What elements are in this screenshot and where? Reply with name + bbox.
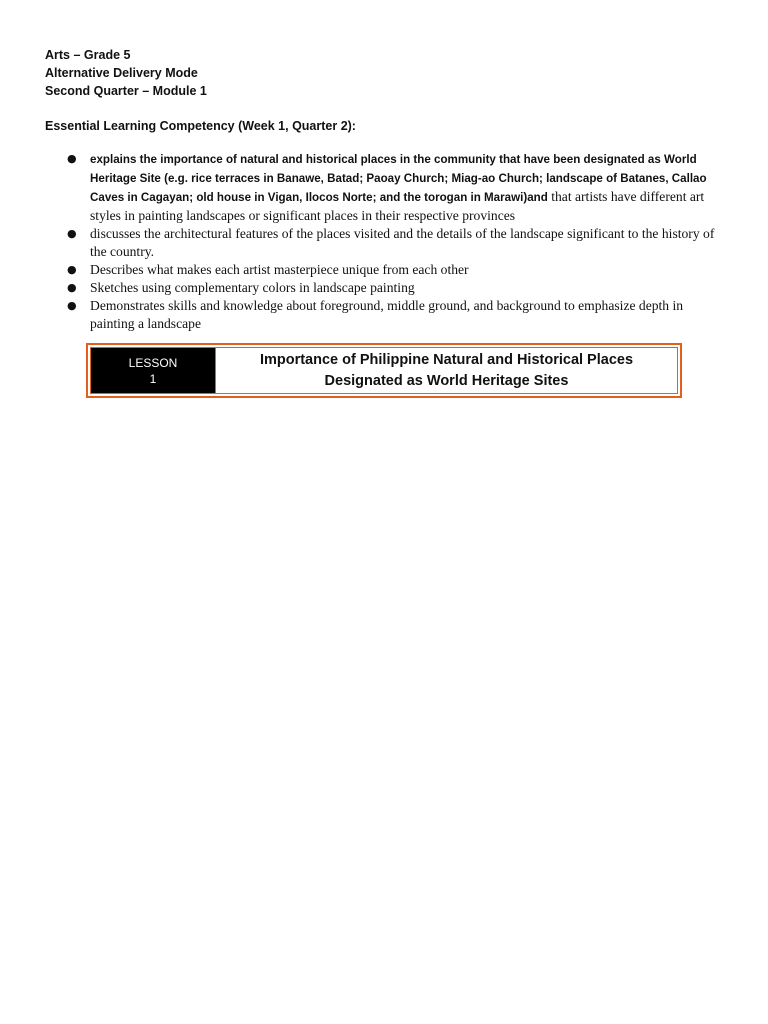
competency-title: Essential Learning Competency (Week 1, Quarter 2): [45, 119, 356, 133]
list-item-text: Describes what makes each artist masterpiece unique from each other [90, 262, 469, 277]
lesson-title-line-1: Importance of Philippine Natural and Historical Places [259, 351, 634, 368]
lesson-label-box [91, 348, 216, 393]
list-item-text: Demonstrates skills and knowledge about foreground, middle ground, and background to emphasize depth in painting a landscape [90, 298, 684, 331]
list-item-text: discusses the architectural features of the places visited and the details of the landscape significant to the history of the country. [90, 226, 715, 259]
bullet-icon: ● [67, 227, 77, 240]
header-delivery-mode: Alternative Delivery Mode [45, 66, 198, 80]
list-item [62, 297, 726, 333]
lesson-banner [86, 343, 682, 398]
lesson-title [216, 348, 677, 393]
lesson-banner-inner [90, 347, 678, 394]
list-item-text: that artists have different art styles in painting landscapes or significant places in their respective provinces [90, 189, 705, 223]
lesson-label: LESSON [128, 355, 178, 370]
bullet-icon: ● [67, 152, 77, 165]
list-item [62, 279, 726, 297]
header-quarter-module: Second Quarter – Module 1 [45, 84, 207, 98]
list-item [62, 150, 726, 225]
bullet-icon: ● [67, 263, 77, 276]
bullet-icon: ● [67, 299, 77, 312]
list-item-bold-text: explains the importance of natural and historical places in the community that have been designated as World Heritage Site (e.g. rice terraces in Banawe, Batad; Paoay Church; Miag-ao Church; landscape of Batanes, Callao Caves in Cagayan; old house in Vigan, Ilocos Norte; and the torogan in Marawi)and [90, 153, 707, 204]
lesson-number: 1 [149, 371, 157, 386]
list-item [62, 225, 726, 261]
lesson-title-line-2: Designated as World Heritage Sites [324, 372, 569, 389]
bullet-icon: ● [67, 281, 77, 294]
header-subject: Arts – Grade 5 [45, 48, 131, 62]
list-item [62, 261, 726, 279]
list-item-text: Sketches using complementary colors in landscape painting [90, 280, 415, 295]
competency-list [62, 150, 726, 333]
module-header [45, 46, 207, 100]
